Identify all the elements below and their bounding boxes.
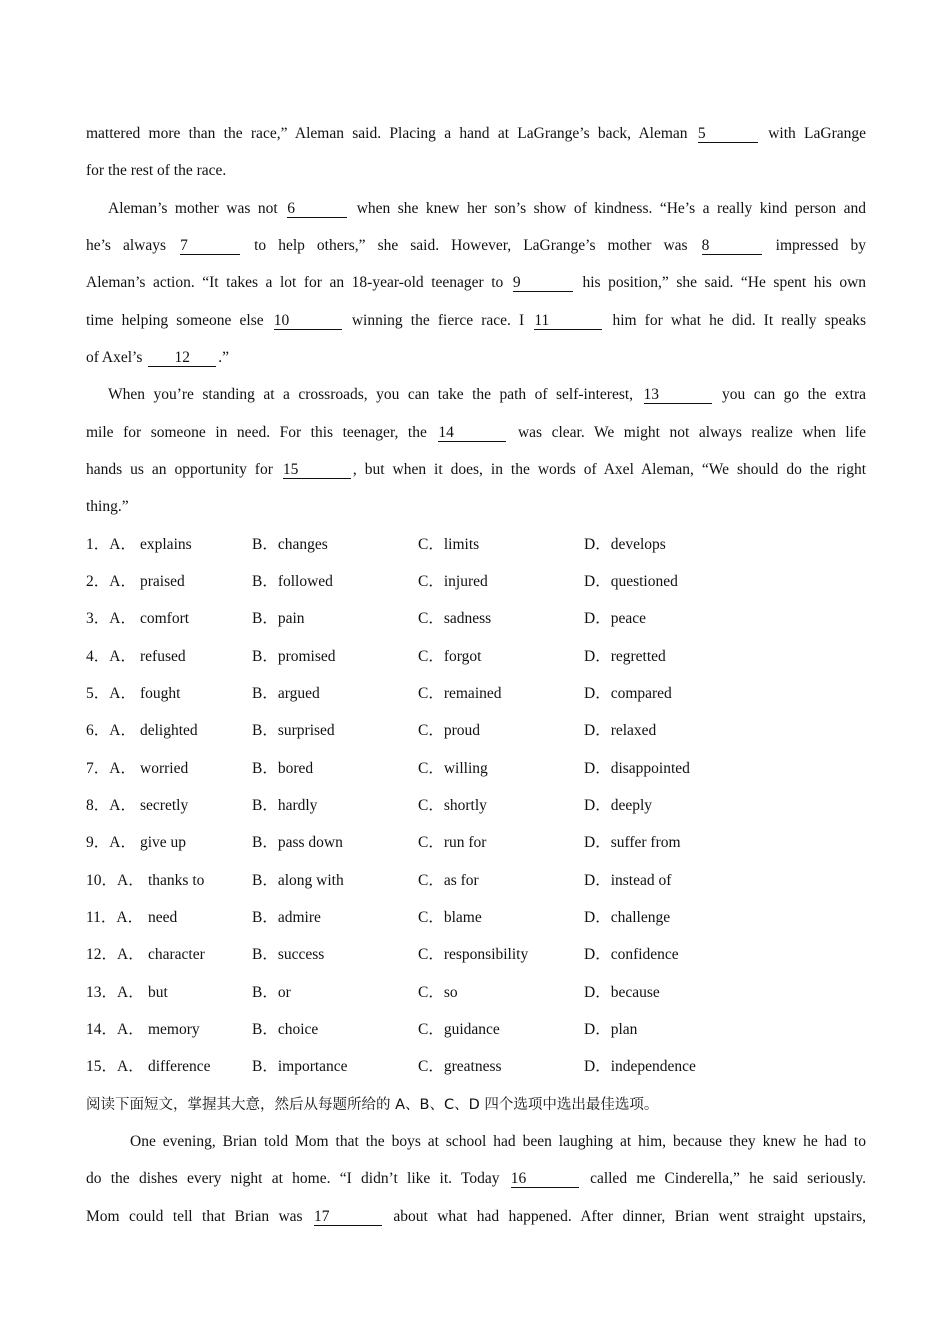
- blank-5: 5: [698, 125, 758, 143]
- question-number: 14．A．: [86, 1021, 144, 1038]
- option-b: B．pass down: [252, 834, 343, 851]
- option-d: D．confidence: [584, 946, 679, 963]
- passage-line: thing.”: [86, 498, 129, 515]
- question-row: [86, 1057, 866, 1077]
- option-b: B．pain: [252, 610, 305, 627]
- option-b: B．surprised: [252, 722, 335, 739]
- passage-line: do the dishes every night at home. “I didn’t like it. Today 16 called me Cinderella,” he said seriously.: [86, 1170, 867, 1187]
- option-c: C．willing: [418, 760, 488, 777]
- option-a: worried: [140, 760, 189, 777]
- option-c: C．responsibility: [418, 946, 529, 963]
- option-b: B．promised: [252, 648, 336, 665]
- option-a: memory: [148, 1021, 200, 1038]
- option-d: D．develops: [584, 536, 666, 553]
- blank-15: 15: [283, 461, 351, 479]
- question-row: [86, 572, 866, 592]
- question-row: [86, 908, 866, 928]
- option-d: D．regretted: [584, 648, 666, 665]
- question-number: 4．A．: [86, 648, 136, 665]
- option-c: C．remained: [418, 685, 502, 702]
- question-row: [86, 796, 866, 816]
- option-b: B．admire: [252, 909, 321, 926]
- option-d: D．questioned: [584, 573, 678, 590]
- question-number: 10．A．: [86, 872, 144, 889]
- option-b: B．hardly: [252, 797, 318, 814]
- blank-8: 8: [702, 237, 762, 255]
- option-a: fought: [140, 685, 181, 702]
- passage-line: mattered more than the race,” Aleman said. Placing a hand at LaGrange’s back, Aleman 5 with LaGrange: [86, 125, 867, 142]
- option-b: B．importance: [252, 1058, 348, 1075]
- option-d: D．plan: [584, 1021, 638, 1038]
- option-c: C．proud: [418, 722, 481, 739]
- option-a: comfort: [140, 610, 190, 627]
- blank-13: 13: [644, 386, 712, 404]
- option-b: B．changes: [252, 536, 328, 553]
- option-b: B．bored: [252, 760, 314, 777]
- question-row: [86, 871, 866, 891]
- blank-7: 7: [180, 237, 240, 255]
- question-number: 13．A．: [86, 984, 144, 1001]
- question-number: 6．A．: [86, 722, 136, 739]
- question-number: 2．A．: [86, 573, 136, 590]
- option-d: D．relaxed: [584, 722, 657, 739]
- passage-line: Aleman’s action. “It takes a lot for an 18-year-old teenager to 9 his position,” she said. “He spent his own: [86, 274, 867, 291]
- question-row: [86, 759, 866, 779]
- option-d: D．disappointed: [584, 760, 690, 777]
- passage-line: time helping someone else 10 winning the fierce race. I 11 him for what he did. It really speaks: [86, 312, 867, 329]
- section-instruction: 阅读下面短文，掌握其大意，然后从每题所给的 A、B、C、D 四个选项中选出最佳选项。: [86, 1097, 659, 1113]
- option-a: give up: [140, 834, 187, 851]
- question-number: 8．A．: [86, 797, 136, 814]
- option-a: refused: [140, 648, 186, 665]
- question-number: 9．A．: [86, 834, 136, 851]
- option-a: secretly: [140, 797, 189, 814]
- option-d: D．suffer from: [584, 834, 681, 851]
- option-a: need: [148, 909, 178, 926]
- passage-line: One evening, Brian told Mom that the boys at school had been laughing at him, because they knew he had to: [130, 1133, 866, 1150]
- question-row: [86, 945, 866, 965]
- option-c: C．sadness: [418, 610, 492, 627]
- blank-16: 16: [511, 1170, 579, 1188]
- question-number: 15．A．: [86, 1058, 144, 1075]
- question-row: [86, 833, 866, 853]
- question-row: [86, 535, 866, 555]
- option-c: C．so: [418, 984, 458, 1001]
- passage-line: he’s always 7 to help others,” she said. However, LaGrange’s mother was 8 impressed by: [86, 237, 867, 254]
- blank-14: 14: [438, 424, 506, 442]
- option-c: C．shortly: [418, 797, 487, 814]
- blank-11: 11: [534, 312, 602, 330]
- option-c: C．guidance: [418, 1021, 500, 1038]
- option-a: delighted: [140, 722, 198, 739]
- question-row: [86, 721, 866, 741]
- question-row: [86, 983, 866, 1003]
- question-number: 11．A．: [86, 909, 144, 926]
- option-a: praised: [140, 573, 185, 590]
- option-b: B．along with: [252, 872, 344, 889]
- option-b: B．or: [252, 984, 291, 1001]
- option-d: D．deeply: [584, 797, 653, 814]
- option-b: B．argued: [252, 685, 320, 702]
- option-d: D．challenge: [584, 909, 671, 926]
- question-number: 5．A．: [86, 685, 136, 702]
- option-c: C．limits: [418, 536, 480, 553]
- blank-17: 17: [314, 1208, 382, 1226]
- option-b: B．success: [252, 946, 325, 963]
- question-number: 7．A．: [86, 760, 136, 777]
- question-row: [86, 609, 866, 629]
- option-c: C．injured: [418, 573, 488, 590]
- option-d: D．because: [584, 984, 660, 1001]
- option-d: D．compared: [584, 685, 672, 702]
- question-number: 3．A．: [86, 610, 136, 627]
- question-number: 1．A．: [86, 536, 136, 553]
- question-row: [86, 1020, 866, 1040]
- option-d: D．independence: [584, 1058, 696, 1075]
- passage-line: Aleman’s mother was not 6 when she knew her son’s show of kindness. “He’s a really kind person and: [108, 200, 867, 217]
- option-c: C．forgot: [418, 648, 482, 665]
- option-c: C．blame: [418, 909, 482, 926]
- option-c: C．greatness: [418, 1058, 502, 1075]
- option-b: B．followed: [252, 573, 333, 590]
- blank-6: 6: [287, 200, 347, 218]
- blank-12: 12: [148, 349, 216, 367]
- option-d: D．peace: [584, 610, 646, 627]
- passage-line: When you’re standing at a crossroads, you can take the path of self-interest, 13 you can go the extra: [108, 386, 867, 403]
- option-c: C．as for: [418, 872, 479, 889]
- blank-9: 9: [513, 274, 573, 292]
- option-a: character: [148, 946, 205, 963]
- passage-line: of Axel’s 12 .”: [86, 349, 230, 366]
- option-b: B．choice: [252, 1021, 319, 1038]
- question-row: [86, 684, 866, 704]
- option-a: thanks to: [148, 872, 205, 889]
- passage-line: mile for someone in need. For this teenager, the 14 was clear. We might not always realize when life: [86, 424, 867, 441]
- passage-line: for the rest of the race.: [86, 162, 227, 179]
- passage-line: Mom could tell that Brian was 17 about what had happened. After dinner, Brian went straight upstairs,: [86, 1208, 867, 1225]
- option-a: explains: [140, 536, 192, 553]
- blank-10: 10: [274, 312, 342, 330]
- option-a: difference: [148, 1058, 211, 1075]
- option-d: D．instead of: [584, 872, 672, 889]
- option-c: C．run for: [418, 834, 487, 851]
- question-number: 12．A．: [86, 946, 144, 963]
- option-a: but: [148, 984, 168, 1001]
- passage-line: hands us an opportunity for 15 , but when it does, in the words of Axel Aleman, “We should do the right: [86, 461, 867, 478]
- question-row: [86, 647, 866, 667]
